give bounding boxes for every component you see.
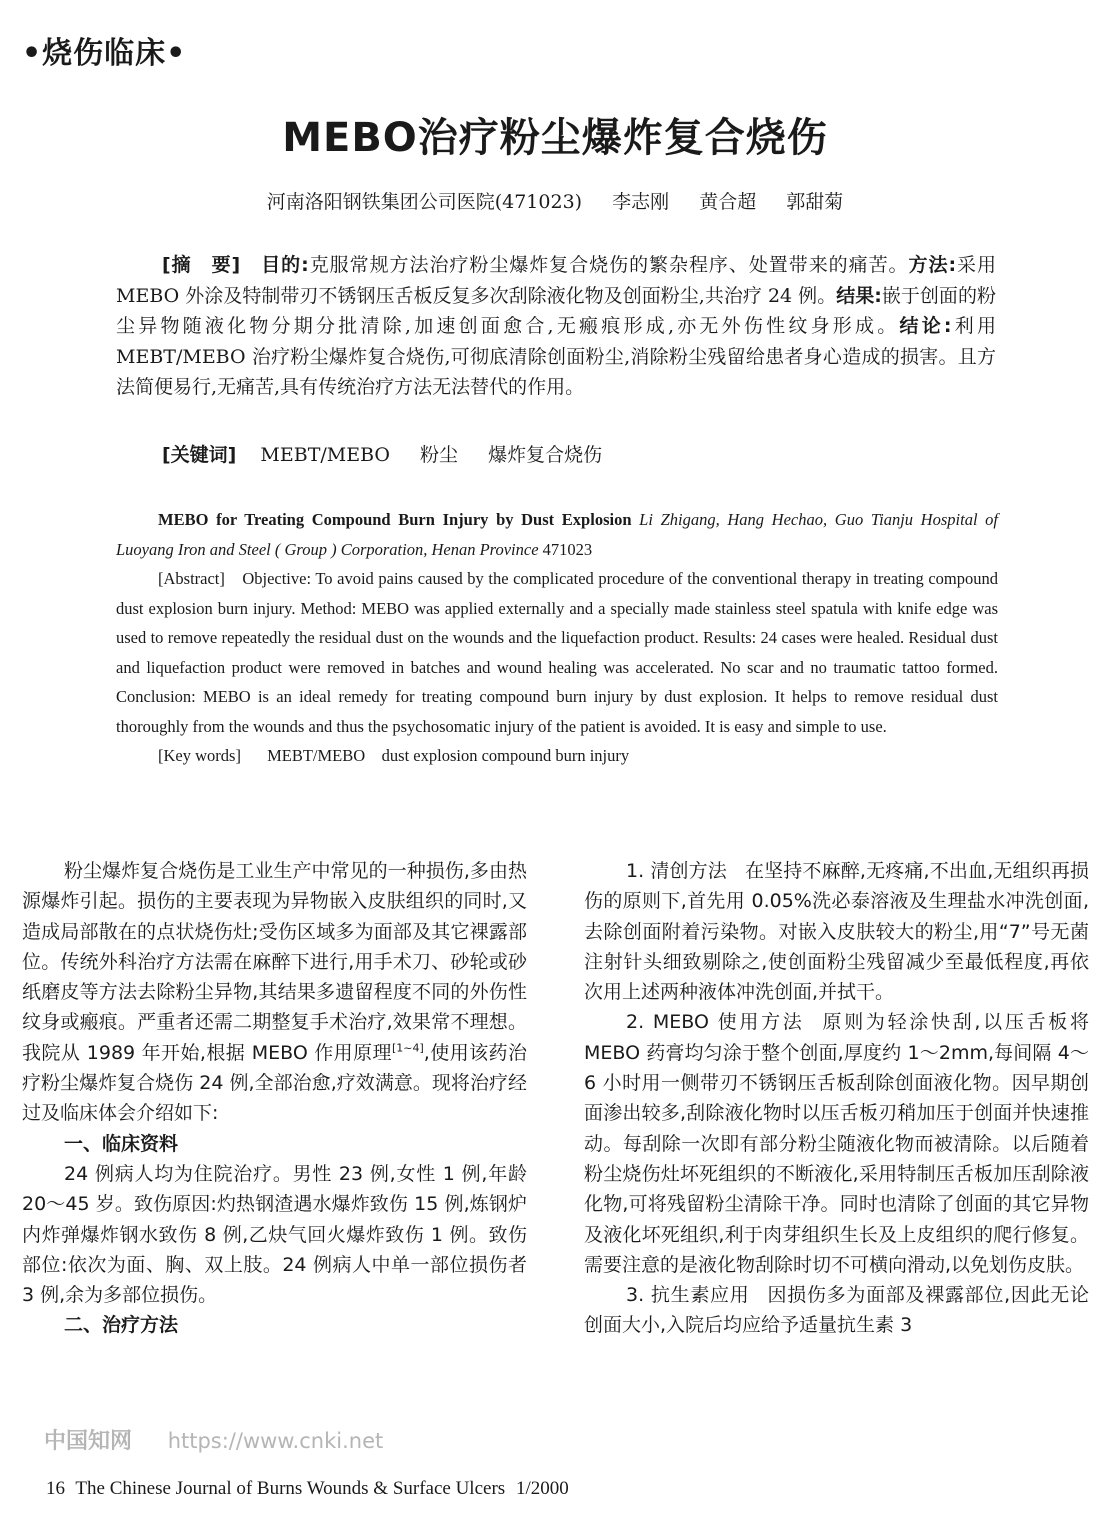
issue-number: 1/2000 bbox=[515, 1478, 569, 1499]
intro-text: 粉尘爆炸复合烧伤是工业生产中常见的一种损伤,多由热源爆炸引起。损伤的主要表现为异物嵌入皮肤组织的同时,又造成局部散在的点状烧伤灶;受伤区域多为面部及其它裸露部位。传统外科治疗方法需在麻醉下进行,用手术刀、砂轮或砂纸磨皮等方法去除粉尘异物,其结果多遗留程度不同的外伤性纹身或瘢痕。严重者还需二期整复手术治疗,效果常不理想。我院从 1989 年开始,根据 MEBO 作用原理 bbox=[22, 860, 527, 1064]
body-left-column bbox=[22, 856, 527, 1341]
conclusion-text: 利用 MEBT/MEBO 治疗粉尘爆炸复合烧伤,可彻底清除创面粉尘,消除粉尘残留给患者身心造成的损害。且方法简便易行,无痛苦,具有传统治疗方法无法替代的作用。 bbox=[116, 315, 996, 398]
subheading: 1. 清创方法 bbox=[626, 860, 727, 882]
paragraph-text: 原则为轻涂快刮,以压舌板将 MEBO 药膏均匀涂于整个创面,厚度约 1～2mm,每间隔 4～6 小时用一侧带刃不锈钢压舌板刮除创面液化物。因早期创面渗出较多,刮除液化物时以压舌板刃稍加压于创面并快速推动。每刮除一次即有部分粉尘随液化物而被清除。以后随着粉尘烧伤灶坏死组织的不断液化,采用特制压舌板加压刮除液化物,可将残留粉尘清除干净。同时也清除了创面的其它异物及液化坏死组织,利于肉芽组织生长及上皮组织的爬行修复。需要注意的是液化物刮除时切不可横向滑动,以免划伤皮肤。 bbox=[584, 1011, 1089, 1276]
clinical-paragraph: 24 例病人均为住院治疗。男性 23 例,女性 1 例,年龄 20～45 岁。致伤原因:灼热钢渣遇水爆炸致伤 15 例,炼钢炉内炸弹爆炸钢水致伤 8 例,乙炔气回火爆炸致伤 1 例。致伤部位:依次为面、胸、双上肢。24 例病人中单一部位损伤者 3 例,余为多部位损伤。 bbox=[22, 1162, 527, 1307]
abstract-label: [摘 要] bbox=[162, 254, 241, 276]
body-right-column bbox=[584, 856, 1089, 1341]
keywords-label: [关键词] bbox=[162, 444, 237, 466]
cnki-watermark bbox=[44, 1424, 383, 1455]
article-title: MEBO治疗粉尘爆炸复合烧伤 bbox=[282, 115, 828, 161]
method-text: 采用 MEBO 外涂及特制带刃不锈钢压舌板反复多次刮除液化物及创面粉尘,共治疗 24 例。 bbox=[116, 254, 996, 307]
abstract-cn bbox=[116, 250, 996, 403]
subheading: 3. 抗生素应用 bbox=[626, 1284, 750, 1307]
author-name: 郭甜菊 bbox=[786, 191, 844, 213]
section-heading-clinical: 一、临床资料 bbox=[64, 1132, 179, 1155]
paragraph-text: 在坚持不麻醉,无疼痛,不出血,无组织再损伤的原则下,首先用 0.05%洗必泰溶液及生理盐水冲洗创面,去除创面附着污染物。对嵌入皮肤较大的粉尘,用“7”号无菌注射针头细致剔除之,使创面粉尘残留减少至最低程度,再依次用上述两种液体冲洗创面,并拭干。 bbox=[584, 860, 1090, 1004]
paragraph-text: 因损伤多为面部及裸露部位,因此无论创面大小,入院后均应给予适量抗生素 3 bbox=[584, 1284, 1090, 1337]
section-tag: •烧伤临床• bbox=[22, 36, 187, 71]
page-number: 16 bbox=[46, 1478, 65, 1499]
intro-text-cont: ,使用该药治疗粉尘爆炸复合烧伤 24 例,全部治愈,疗效满意。现将治疗经过及临床体会介绍如下: bbox=[22, 1041, 527, 1125]
objective-text: 克服常规方法治疗粉尘爆炸复合烧伤的繁杂程序、处置带来的痛苦。 bbox=[308, 254, 909, 276]
keyword: 爆炸复合烧伤 bbox=[488, 444, 603, 466]
journal-name: The Chinese Journal of Burns Wounds & Surface Ulcers bbox=[75, 1478, 506, 1499]
antibiotic-paragraph bbox=[584, 1280, 1089, 1341]
keyword: 粉尘 bbox=[420, 444, 459, 466]
conclusion-label: 结论: bbox=[899, 315, 952, 337]
subheading: 2. MEBO 使用方法 bbox=[626, 1011, 805, 1034]
english-postcode: 471023 bbox=[542, 539, 593, 559]
cnki-url[interactable]: https://www.cnki.net bbox=[167, 1429, 384, 1453]
debridement-paragraph bbox=[584, 856, 1089, 1007]
objective-label: 目的: bbox=[261, 254, 309, 276]
author-name: 黄合超 bbox=[699, 191, 757, 213]
english-keywords-label: [Key words] bbox=[158, 746, 241, 765]
page-footer bbox=[46, 1478, 575, 1500]
keyword: MEBT/MEBO bbox=[260, 444, 390, 466]
english-authors: Li Zhigang, Hang Hechao, bbox=[639, 510, 828, 529]
intro-paragraph bbox=[22, 856, 527, 1129]
results-text: 嵌于创面的粉尘异物随液化物分期分批清除,加速创面愈合,无瘢痕形成,亦无外伤性纹身形成。 bbox=[116, 284, 996, 337]
mebo-usage-paragraph bbox=[584, 1007, 1089, 1280]
author-affiliation: 河南洛阳钢铁集团公司医院(471023) bbox=[266, 191, 583, 213]
english-keywords: MEBT/MEBO dust explosion compound burn injury bbox=[267, 746, 630, 765]
method-label: 方法: bbox=[908, 254, 957, 276]
english-abstract-text: [Abstract] Objective: To avoid pains caused by the complicated procedure of the conventional therapy in treating compound dust explosion burn injury. Method: MEBO was applied externally and a specially made stainless steel spatula with knife edge was used to remove repeatedly the residual dust on the wounds and the liquefaction product. Results: 24 cases were healed. Residual dust and liquefaction product were removed in batches and wound healing was accelerated. No scar and no traumatic tattoo formed. Conclusion: MEBO is an ideal remedy for treating compound burn injury by dust explosion. It helps to remove residual dust thoroughly from the wounds and thus the psychosomatic injury of the patient is avoided. It is easy and simple to use. bbox=[116, 569, 998, 736]
results-label: 结果: bbox=[836, 284, 882, 307]
author-name: 李志刚 bbox=[612, 191, 670, 213]
english-title: MEBO for Treating Compound Burn Injury by Dust Explosion bbox=[158, 510, 632, 529]
cnki-logo: 中国知网 bbox=[44, 1429, 133, 1454]
authors-line bbox=[0, 187, 1110, 214]
keywords-cn bbox=[162, 440, 626, 467]
section-heading-treatment: 二、治疗方法 bbox=[64, 1314, 179, 1337]
citation-ref: [1~4] bbox=[391, 1041, 424, 1055]
english-affiliation: Guo Tianju Hospital of Luoyang Iron and Steel ( Group ) Corporation, Henan Province bbox=[116, 510, 999, 559]
english-abstract bbox=[116, 505, 998, 771]
